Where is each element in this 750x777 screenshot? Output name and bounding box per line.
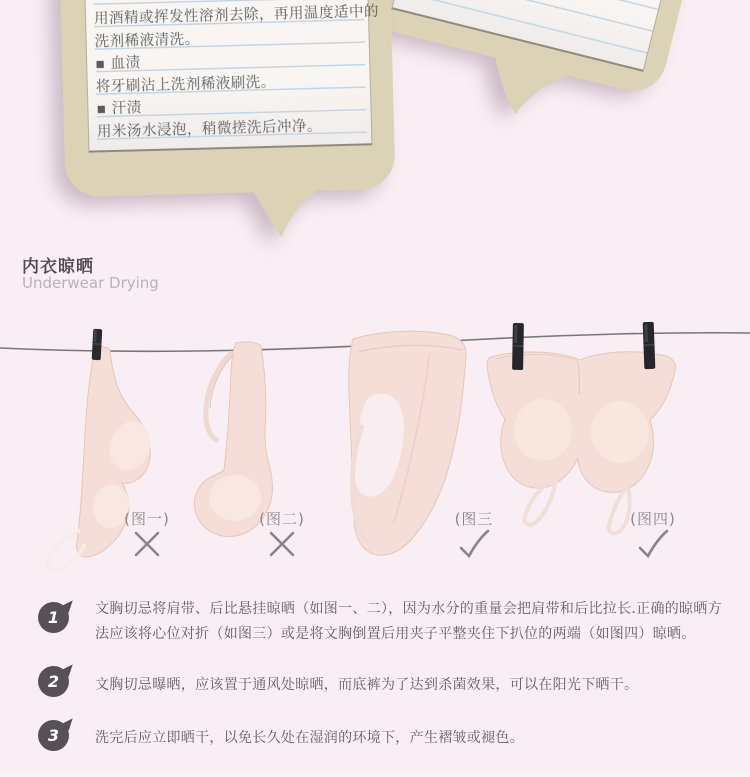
instruction-text: 文胸切忌将肩带、后比悬挂晾晒（如图一、二），因为水分的重量会把肩带和后比拉长.正确的晾晒方法应该将心位对折（如图三）或是将文胸倒置后用夹子平整夹住下扒位的两端（如图四）晾晒。 (95, 601, 722, 642)
note-line: 用米汤水浸泡，稍微搓洗后冲净。 (96, 118, 323, 140)
bubble-tail (251, 189, 324, 241)
note-line: 洗剂稀液清洗。 (94, 31, 200, 50)
care-note-text (92, 0, 380, 150)
instruction-number-badge: 1 (38, 602, 69, 633)
figure-verdict-1 (87, 527, 207, 561)
check-mark-icon (457, 527, 491, 561)
note-line: ▪ 血渍 (95, 55, 141, 73)
bra-illustration-4 (487, 352, 676, 533)
note-line: 将牙刷沾上洗剂稀液刷洗。 (95, 74, 276, 95)
note-line: ▪ 汗渍 (96, 100, 143, 118)
figure-verdict-3 (414, 527, 534, 561)
x-mark-icon (265, 527, 299, 561)
section-subtitle: Underwear Drying (22, 274, 159, 292)
note-bubble-left (58, 0, 395, 197)
section-title: 内衣晾晒 (22, 257, 94, 277)
x-mark-icon (130, 527, 164, 561)
note-paper-text (83, 0, 380, 153)
instruction-number-badge: 2 (38, 666, 69, 697)
bottom-divider (0, 772, 750, 777)
clothespin-icon (512, 323, 524, 370)
figure-label-1: (图一) (124, 510, 170, 528)
figure-label-3: (图三 (454, 510, 494, 528)
instruction-text: 文胸切忌曝晒，应该置于通风处晾晒，而底裤为了达到杀菌效果，可以在阳光下晒干。 (95, 677, 639, 693)
figure-label-4: (图四) (630, 510, 676, 528)
clothespin-icon (643, 322, 656, 369)
clothespin-icon (92, 329, 103, 360)
note-line: 用酒精或挥发性溶剂去除，再用温度适中的 (93, 4, 380, 28)
instruction-text: 洗完后应立即晒干，以免长久处在湿润的环境下，产生褶皱或褪色。 (95, 730, 524, 746)
figure-verdict-2 (222, 527, 342, 561)
check-mark-icon (636, 527, 670, 561)
figure-verdict-4 (593, 527, 713, 561)
figure-label-2: (图二) (259, 510, 305, 528)
instruction-number-badge: 3 (38, 720, 69, 751)
